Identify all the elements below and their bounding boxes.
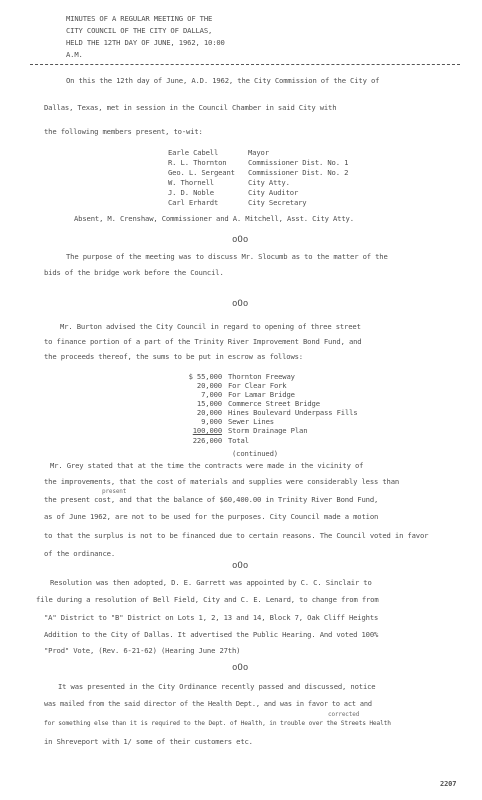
fund-amount: 100,000 (192, 426, 222, 435)
fund-purpose: Thornton Freeway (228, 372, 295, 381)
section-3-line-5: "Prod" Vote, (Rev. 6-21-62) (Hearing June 27th) (44, 646, 241, 655)
header-line-1: MINUTES OF A REGULAR MEETING OF THE (66, 14, 213, 23)
fund-amount: 9,000 (201, 417, 222, 426)
fund-amount: 20,000 (196, 408, 222, 417)
section-3-line-2: file during a resolution of Bell Field, City and C. E. Lenard, to change from from (36, 595, 379, 604)
attendee-title: City Atty. (248, 178, 290, 187)
fund-amount: 15,000 (196, 399, 222, 408)
attendee-title: Mayor (248, 148, 269, 157)
attendee-name: Geo. L. Sergeant (168, 168, 235, 177)
fund-purpose: For Lamar Bridge (228, 390, 295, 399)
header-divider (30, 64, 460, 65)
fund-amount: $ 55,000 (188, 372, 222, 381)
section-2-line-1: Mr. Burton advised the City Council in regard to opening of three street (60, 322, 361, 331)
section-2-line-3: the proceeds thereof, the sums to be put in escrow as follows: (44, 352, 303, 361)
handwritten-insertion: present (102, 488, 127, 495)
attendee-name: Carl Erhardt (168, 198, 219, 207)
absent-line: Absent, M. Crenshaw, Commissioner and A. Mitchell, Asst. City Atty. (74, 214, 354, 223)
fund-purpose: Sewer Lines (228, 417, 274, 426)
section-2-after-line-5: to that the surplus is not to be financed due to certain reasons. The Council voted in favor (44, 531, 429, 540)
attendee-name: J. D. Noble (168, 188, 214, 197)
page-number: 2207 (440, 780, 457, 788)
section-2-after-line-4: as of June 1962, are not to be used for the purposes. City Council made a motion (44, 512, 379, 521)
attendee-name: W. Thornell (168, 178, 214, 187)
fund-purpose: Hines Boulevard Underpass Fills (228, 408, 358, 417)
continued-label: (continued) (232, 449, 278, 458)
section-4-line-3: for something else than it is required to the Dept. of Health, in trouble over the Streets Health (44, 720, 391, 727)
fund-purpose: For Clear Fork (228, 381, 287, 390)
opening-line-3: the following members present, to-wit: (44, 127, 203, 136)
section-3-line-3: "A" District to "B" District on Lots 1, 2, 13 and 14, Block 7, Oak Cliff Heights (44, 613, 379, 622)
attendee-title: Commissioner Dist. No. 1 (248, 158, 349, 167)
fund-purpose: Storm Drainage Plan (228, 426, 308, 435)
fund-purpose: Commerce Street Bridge (228, 399, 320, 408)
fund-total-label: Total (228, 436, 249, 445)
opening-line-2: Dallas, Texas, met in session in the Council Chamber in said City with (44, 103, 337, 112)
section-1-line-2: bids of the bridge work before the Council. (44, 268, 224, 277)
section-separator: oOo (232, 561, 249, 571)
section-2-after-line-2: the improvements, that the cost of materials and supplies were considerably less than (44, 477, 400, 486)
section-2-line-2: to finance portion of a part of the Trinity River Improvement Bond Fund, and (44, 337, 362, 346)
section-2-after-line-6: of the ordinance. (44, 549, 116, 558)
section-4-line-1: It was presented in the City Ordinance recently passed and discussed, notice (58, 682, 376, 691)
opening-line-1: On this the 12th day of June, A.D. 1962, the City Commission of the City of (66, 76, 380, 85)
header-line-3: HELD THE 12TH DAY OF JUNE, 1962, 10:00 (66, 38, 225, 47)
section-4-line-4: in Shreveport with 1/ some of their customers etc. (44, 737, 253, 746)
section-2-after-line-1: Mr. Grey stated that at the time the contracts were made in the vicinity of (50, 461, 364, 470)
attendee-name: Earle Cabell (168, 148, 219, 157)
section-separator: oOo (232, 663, 249, 673)
attendee-name: R. L. Thornton (168, 158, 227, 167)
section-1-line-1: The purpose of the meeting was to discuss Mr. Slocumb as to the matter of the (66, 252, 388, 261)
section-3-line-4: Addition to the City of Dallas. It advertised the Public Hearing. And voted 100% (44, 630, 379, 639)
section-3-line-1: Resolution was then adopted, D. E. Garrett was appointed by C. C. Sinclair to (50, 578, 372, 587)
handwritten-insertion: corrected (328, 711, 360, 718)
attendee-title: Commissioner Dist. No. 2 (248, 168, 349, 177)
fund-total-amount: 226,000 (192, 436, 222, 445)
section-4-line-2: was mailed from the said director of the Health Dept., and was in favor to act and (44, 700, 372, 708)
header-line-4: A.M. (66, 50, 83, 59)
fund-amount: 7,000 (201, 390, 222, 399)
section-separator: oOo (232, 235, 249, 245)
header-line-2: CITY COUNCIL OF THE CITY OF DALLAS, (66, 26, 213, 35)
attendee-title: City Secretary (248, 198, 307, 207)
fund-amount: 20,000 (196, 381, 222, 390)
section-2-after-line-3: the present cost, and that the balance of $60,400.00 in Trinity River Bond Fund, (44, 495, 379, 504)
attendee-title: City Auditor (248, 188, 299, 197)
section-separator: oOo (232, 299, 249, 309)
